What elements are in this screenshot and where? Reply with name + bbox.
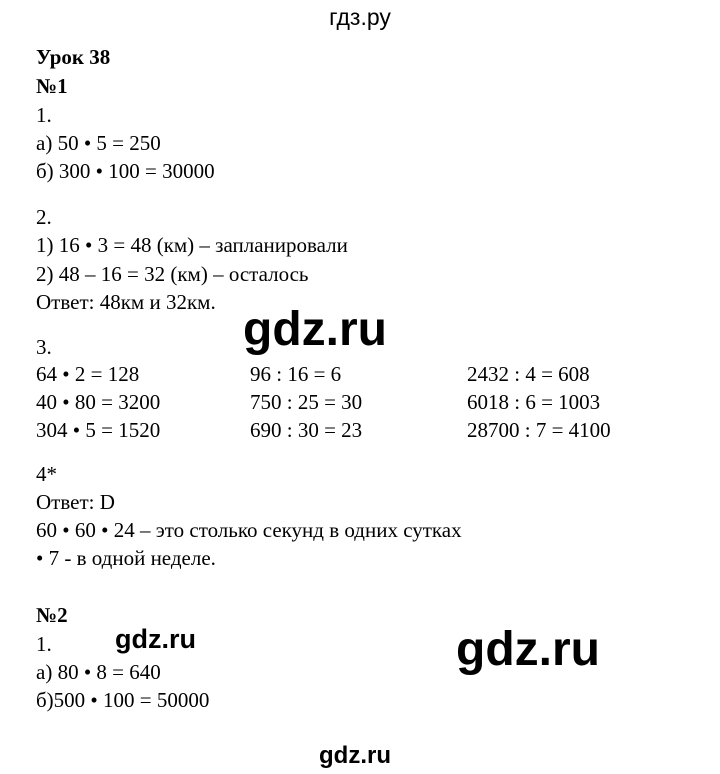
task-2-sub-1-b: б)500 • 100 = 50000 [36,688,210,712]
task-1-sub-2-answer: Ответ: 48км и 32км. [36,290,216,314]
task-1-sub-3-col-3-row-1: 2432 : 4 = 608 [467,362,590,386]
task-1-sub-4-number: 4* [36,462,57,486]
watermark-bottom: gdz.ru [319,742,391,769]
watermark-mid: gdz.ru [243,303,387,356]
task-1-sub-3-col-3-row-2: 6018 : 6 = 1003 [467,390,601,414]
task-1-label: №1 [36,74,68,98]
task-1-sub-4-answer: Ответ: D [36,490,115,514]
task-2-sub-1-number: 1. [36,632,52,656]
task-1-sub-3-number: 3. [36,335,52,359]
watermark-large: gdz.ru [456,623,600,676]
task-1-sub-3-col-1-row-1: 64 • 2 = 128 [36,362,140,386]
task-1-sub-4-line-2: • 7 - в одной неделе. [36,546,216,570]
watermark-small: gdz.ru [115,624,196,654]
task-1-sub-4-line-1: 60 • 60 • 24 – это столько секунд в одних сутках [36,518,462,542]
lesson-title: Урок 38 [36,45,111,69]
task-1-sub-2-number: 2. [36,205,52,229]
task-1-sub-2-line-1: 1) 16 • 3 = 48 (км) – запланировали [36,233,348,257]
task-1-sub-2-line-2: 2) 48 – 16 = 32 (км) – осталось [36,262,309,286]
task-2-label: №2 [36,603,68,627]
task-1-sub-1-b: б) 300 • 100 = 30000 [36,159,215,183]
task-1-sub-3-col-2-row-1: 96 : 16 = 6 [250,362,342,386]
task-1-sub-1-a: а) 50 • 5 = 250 [36,131,161,155]
site-header: гдз.ру [329,4,391,30]
task-2-sub-1-a: а) 80 • 8 = 640 [36,660,161,684]
task-1-sub-1-number: 1. [36,103,52,127]
task-1-sub-3-col-1-row-2: 40 • 80 = 3200 [36,390,161,414]
task-1-sub-3-col-2-row-3: 690 : 30 = 23 [250,418,363,442]
task-1-sub-3-col-1-row-3: 304 • 5 = 1520 [36,418,161,442]
task-1-sub-3-col-2-row-2: 750 : 25 = 30 [250,390,363,414]
task-1-sub-3-col-3-row-3: 28700 : 7 = 4100 [467,418,611,442]
